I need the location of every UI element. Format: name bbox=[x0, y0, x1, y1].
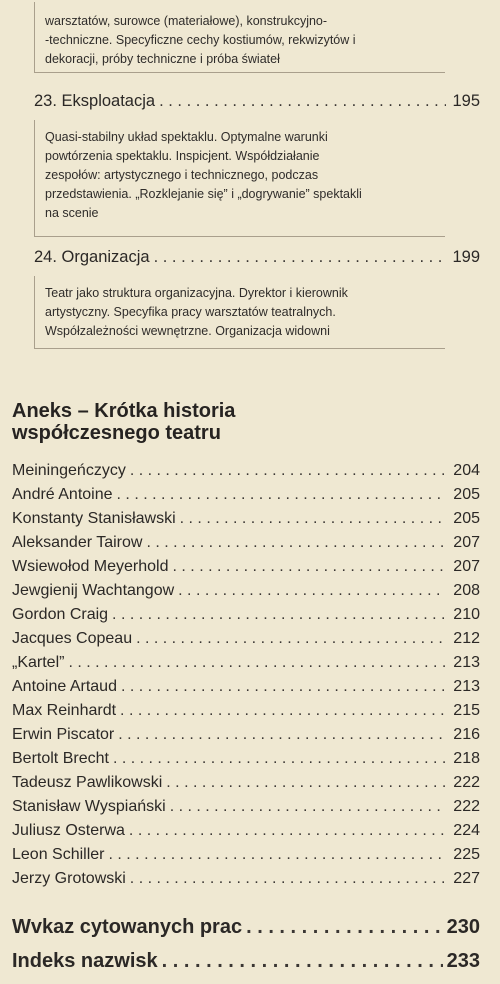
description-line: Współzależności wewnętrzne. Organizacja widowni bbox=[45, 324, 330, 338]
description-line: artystyczny. Specyfika pracy warsztatów teatralnych. bbox=[45, 305, 336, 319]
toc-entry[interactable] bbox=[12, 654, 480, 672]
entry-title: Konstanty Stanisławski bbox=[12, 510, 176, 527]
page-number: 222 bbox=[453, 798, 480, 815]
description-line: -techniczne. Specyficzne cechy kostiumów, rekwizytów i bbox=[45, 33, 356, 47]
toc-entry[interactable] bbox=[12, 846, 480, 864]
toc-entry-chapter-24[interactable] bbox=[34, 248, 480, 267]
dot-leader bbox=[121, 678, 446, 696]
toc-entry-name-index[interactable] bbox=[12, 950, 480, 973]
entry-title: Juliusz Osterwa bbox=[12, 822, 125, 839]
dot-leader bbox=[166, 774, 446, 792]
entry-title: Aleksander Tairow bbox=[12, 534, 143, 551]
dot-leader bbox=[180, 510, 446, 528]
dot-leader bbox=[130, 870, 446, 888]
page-number: 225 bbox=[453, 846, 480, 863]
page-number: 222 bbox=[453, 774, 480, 791]
entry-title: Jacques Copeau bbox=[12, 630, 133, 647]
aneks-heading-line: współczesnego teatru bbox=[12, 422, 221, 444]
entry-title: Antoine Artaud bbox=[12, 678, 117, 695]
dot-leader bbox=[246, 916, 443, 939]
page-number: 212 bbox=[453, 630, 480, 647]
dot-leader bbox=[162, 950, 443, 973]
dot-leader bbox=[159, 92, 446, 111]
dot-leader bbox=[146, 534, 446, 552]
dot-leader bbox=[170, 798, 446, 816]
description-line: powtórzenia spektaklu. Inspicjent. Współdziałanie bbox=[45, 149, 320, 163]
dot-leader bbox=[173, 558, 446, 576]
dot-leader bbox=[178, 582, 446, 600]
dot-leader bbox=[136, 630, 446, 648]
entry-title: 23. Eksploatacja bbox=[34, 92, 156, 110]
page-number: 204 bbox=[453, 462, 480, 479]
page-number: 207 bbox=[453, 534, 480, 551]
page-number: 205 bbox=[453, 486, 480, 503]
dot-leader bbox=[130, 462, 446, 480]
page-number: 205 bbox=[453, 510, 480, 527]
dot-leader bbox=[120, 702, 446, 720]
toc-entry[interactable] bbox=[12, 726, 480, 744]
chapter-description bbox=[45, 12, 445, 69]
entry-title: Meiningeńczycy bbox=[12, 462, 126, 479]
page-number: 213 bbox=[453, 678, 480, 695]
aneks-heading bbox=[12, 400, 235, 444]
entry-title: Stanisław Wyspiański bbox=[12, 798, 166, 815]
entry-title: Wvkaz cytowanych prac bbox=[12, 916, 243, 938]
entry-title: Erwin Piscator bbox=[12, 726, 115, 743]
dot-leader bbox=[117, 486, 446, 504]
dot-leader bbox=[154, 248, 446, 267]
entry-title: Wsiewołod Meyerhold bbox=[12, 558, 169, 575]
entry-title: Bertolt Brecht bbox=[12, 750, 109, 767]
chapter-description bbox=[45, 128, 445, 223]
page-number: 230 bbox=[446, 916, 480, 938]
entry-title: Gordon Craig bbox=[12, 606, 109, 623]
toc-entry[interactable] bbox=[12, 462, 480, 480]
toc-entry[interactable] bbox=[12, 870, 480, 888]
toc-entry-chapter-23[interactable] bbox=[34, 92, 480, 111]
toc-entry[interactable] bbox=[12, 486, 480, 504]
entry-title: Jerzy Grotowski bbox=[12, 870, 126, 887]
description-line: przedstawienia. „Rozklejanie się” i „dogrywanie” spektakli bbox=[45, 187, 362, 201]
toc-entry[interactable] bbox=[12, 630, 480, 648]
entry-title: Max Reinhardt bbox=[12, 702, 117, 719]
page-number: 207 bbox=[453, 558, 480, 575]
dot-leader bbox=[109, 846, 447, 864]
toc-entry[interactable] bbox=[12, 798, 480, 816]
toc-entry[interactable] bbox=[12, 558, 480, 576]
page-number: 210 bbox=[453, 606, 480, 623]
toc-entry-cited-works[interactable] bbox=[12, 916, 480, 939]
toc-entry[interactable] bbox=[12, 510, 480, 528]
toc-entry[interactable] bbox=[12, 582, 480, 600]
page-number: 213 bbox=[453, 654, 480, 671]
aneks-heading-line: Aneks – Krótka historia bbox=[12, 400, 236, 422]
entry-title: Jewgienij Wachtangow bbox=[12, 582, 175, 599]
entry-title: 24. Organizacja bbox=[34, 248, 150, 266]
description-line: Quasi-stabilny układ spektaklu. Optymalne warunki bbox=[45, 130, 328, 144]
description-line: Teatr jako struktura organizacyjna. Dyrektor i kierownik bbox=[45, 286, 348, 300]
page-number: 227 bbox=[453, 870, 480, 887]
description-line: warsztatów, surowce (materiałowe), konstrukcyjno- bbox=[45, 14, 328, 28]
toc-entry[interactable] bbox=[12, 822, 480, 840]
entry-title: André Antoine bbox=[12, 486, 113, 503]
toc-entry[interactable] bbox=[12, 678, 480, 696]
page-number: 215 bbox=[453, 702, 480, 719]
dot-leader bbox=[68, 654, 446, 672]
chapter-description bbox=[45, 284, 445, 341]
entry-title: Indeks nazwisk bbox=[12, 950, 158, 972]
description-line: zespołów: artystycznego i technicznego, podczas bbox=[45, 168, 319, 182]
page-number: 216 bbox=[453, 726, 480, 743]
page-number: 199 bbox=[452, 248, 480, 266]
page-number: 218 bbox=[453, 750, 480, 767]
entry-title: Tadeusz Pawlikowski bbox=[12, 774, 163, 791]
description-line: na scenie bbox=[45, 206, 99, 220]
dot-leader bbox=[112, 606, 446, 624]
toc-entry[interactable] bbox=[12, 774, 480, 792]
toc-entry[interactable] bbox=[12, 750, 480, 768]
description-line: dekoracji, próby techniczne i próba świateł bbox=[45, 52, 280, 66]
page-number: 208 bbox=[453, 582, 480, 599]
page-number: 224 bbox=[453, 822, 480, 839]
toc-entry[interactable] bbox=[12, 606, 480, 624]
page-number: 195 bbox=[452, 92, 480, 110]
page-number: 233 bbox=[446, 950, 480, 972]
dot-leader bbox=[129, 822, 446, 840]
entry-title: Leon Schiller bbox=[12, 846, 105, 863]
dot-leader bbox=[113, 750, 446, 768]
dot-leader bbox=[118, 726, 446, 744]
entry-title: „Kartel” bbox=[12, 654, 65, 671]
toc-entry[interactable] bbox=[12, 702, 480, 720]
toc-entry[interactable] bbox=[12, 534, 480, 552]
